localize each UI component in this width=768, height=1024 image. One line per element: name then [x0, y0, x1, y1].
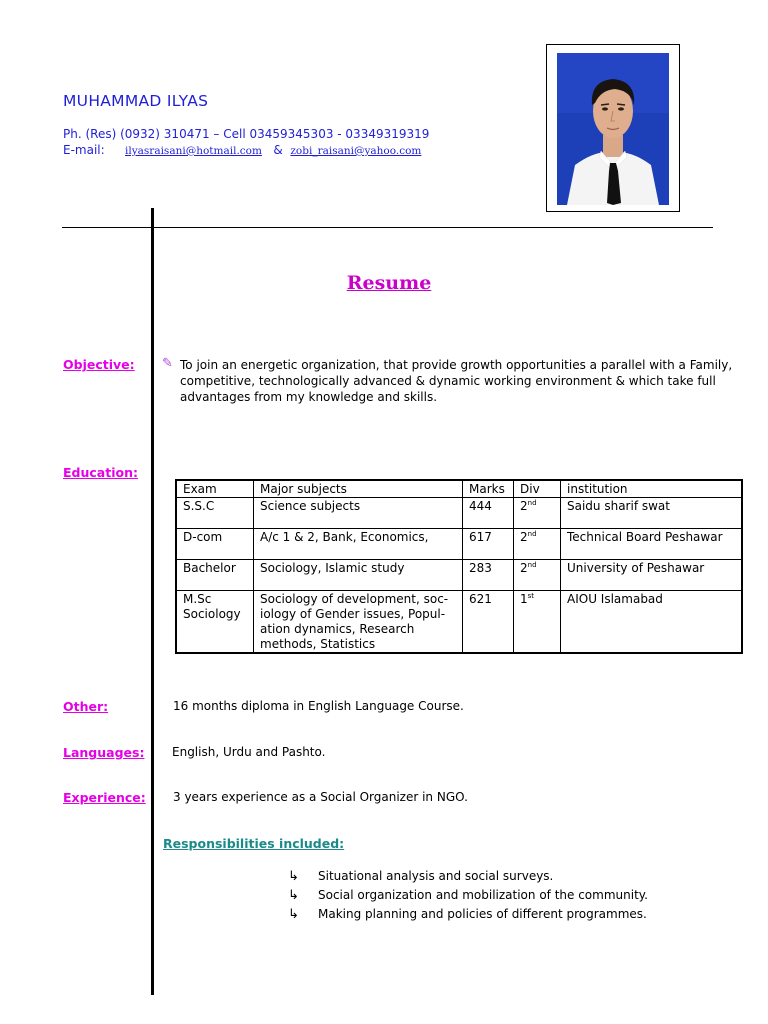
table-cell-marks: 444: [463, 498, 514, 529]
phone-line: Ph. (Res) (0932) 310471 – Cell 03459345303 - 03349319319: [63, 127, 430, 141]
list-item: [288, 867, 648, 886]
languages-label: Languages:: [63, 745, 145, 760]
table-row: [176, 529, 742, 560]
email-link-yahoo[interactable]: zobi_raisani@yahoo.com: [290, 145, 422, 157]
portrait-image: [557, 53, 669, 205]
table-cell-marks: 617: [463, 529, 514, 560]
education-table: [175, 479, 743, 654]
other-text: 16 months diploma in English Language Course.: [173, 699, 464, 713]
table-cell-div: 2nd: [514, 498, 561, 529]
table-cell-institution: Technical Board Peshawar: [561, 529, 743, 560]
table-cell-marks: 283: [463, 560, 514, 591]
email-label: E-mail:: [63, 143, 105, 157]
arrow-bullet-icon: ↳: [288, 907, 299, 922]
email-link-hotmail[interactable]: ilyasraisani@hotmail.com: [125, 145, 262, 157]
table-cell-marks: 621: [463, 591, 514, 654]
table-cell-institution: Saidu sharif swat: [561, 498, 743, 529]
table-row: [176, 591, 742, 654]
table-cell-exam: S.S.C: [176, 498, 254, 529]
table-row: [176, 498, 742, 529]
experience-label: Experience:: [63, 790, 146, 805]
table-cell-institution: University of Peshawar: [561, 560, 743, 591]
table-header-cell: Div: [514, 480, 561, 498]
list-item-text: Situational analysis and social surveys.: [318, 869, 554, 883]
table-cell-exam: D-com: [176, 529, 254, 560]
education-label: Education:: [63, 465, 138, 480]
list-item: [288, 886, 648, 905]
table-cell-subjects: A/c 1 & 2, Bank, Economics,: [254, 529, 463, 560]
responsibilities-heading: Responsibilities included:: [163, 836, 345, 851]
table-cell-subjects: Sociology of development, soc- iology of Gender issues, Popul- ation dynamics, Research methods, Statistics: [254, 591, 463, 654]
table-cell-subjects: Sociology, Islamic study: [254, 560, 463, 591]
experience-text: 3 years experience as a Social Organizer in NGO.: [173, 790, 468, 804]
list-item: [288, 905, 648, 924]
table-cell-exam: Bachelor: [176, 560, 254, 591]
objective-label: Objective:: [63, 357, 135, 372]
table-cell-exam: M.Sc Sociology: [176, 591, 254, 654]
email-row: [63, 143, 421, 157]
profile-photo: [546, 44, 680, 212]
table-header-cell: Exam: [176, 480, 254, 498]
table-header-row: [176, 480, 742, 498]
table-row: [176, 560, 742, 591]
header-divider: [62, 227, 713, 228]
quill-bullet-icon: ✎: [162, 356, 173, 371]
table-cell-div: 2nd: [514, 529, 561, 560]
table-header-cell: Major subjects: [254, 480, 463, 498]
arrow-bullet-icon: ↳: [288, 888, 299, 903]
languages-text: English, Urdu and Pashto.: [172, 745, 326, 759]
email-separator: &: [273, 143, 283, 157]
responsibilities-list: [288, 867, 648, 924]
table-cell-div: 2nd: [514, 560, 561, 591]
table-cell-div: 1st: [514, 591, 561, 654]
left-vertical-rule: [151, 208, 154, 995]
objective-text: To join an energetic organization, that provide growth opportunities a parallel with a Family, competitive, technologically advanced & dynamic working environment & which take full advantages from my knowledge and skills.: [180, 358, 733, 404]
list-item-text: Making planning and policies of different programmes.: [318, 907, 647, 921]
list-item-text: Social organization and mobilization of the community.: [318, 888, 648, 902]
table-header-cell: institution: [561, 480, 743, 498]
table-cell-subjects: Science subjects: [254, 498, 463, 529]
other-label: Other:: [63, 699, 109, 714]
arrow-bullet-icon: ↳: [288, 869, 299, 884]
table-header-cell: Marks: [463, 480, 514, 498]
table-cell-institution: AIOU Islamabad: [561, 591, 743, 654]
candidate-name: MUHAMMAD ILYAS: [63, 92, 209, 110]
page-title: Resume: [346, 272, 432, 294]
